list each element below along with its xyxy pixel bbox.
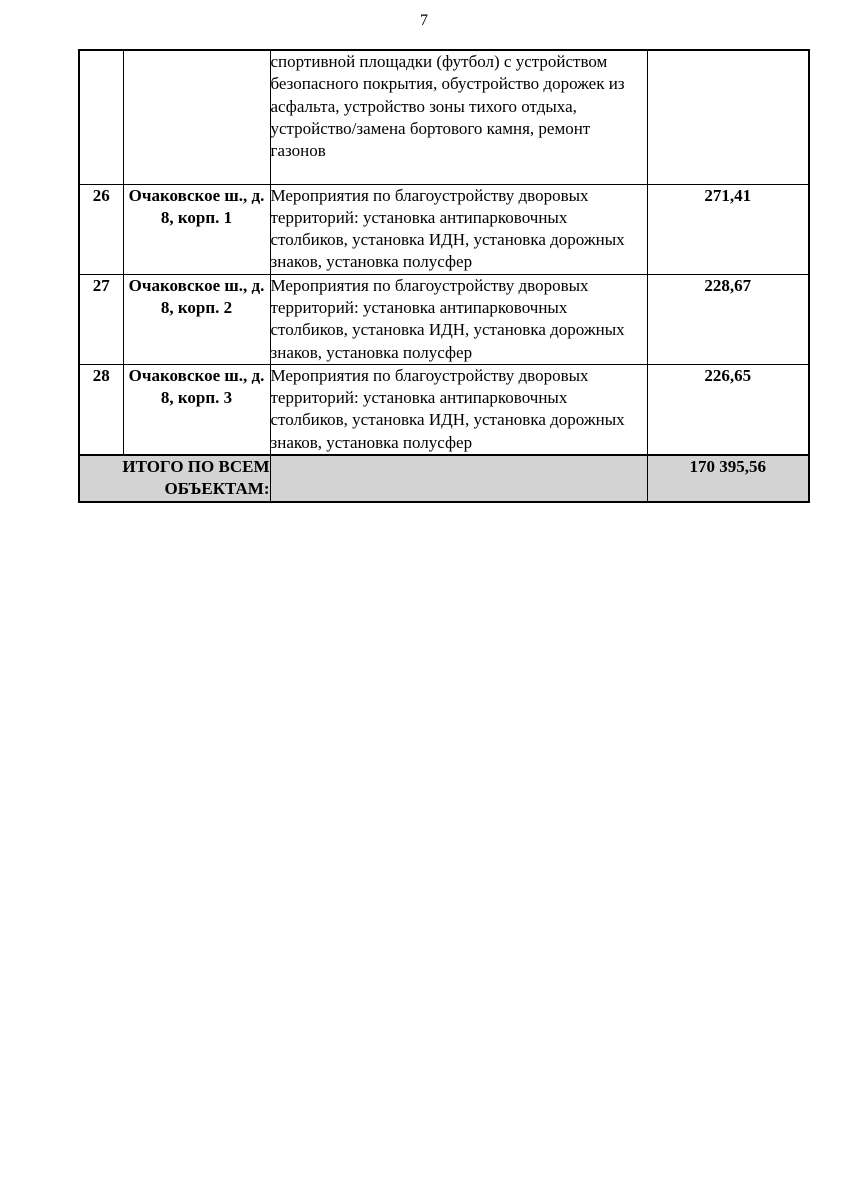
table-row <box>79 364 809 455</box>
row-description-cell: Мероприятия по благоустройству дворовых территорий: установка антипарковочных столбиков, установка ИДН, установка дорожных знаков, установка полусфер <box>270 364 647 455</box>
row-address-cell: Очаковское ш., д. 8, корп. 1 <box>123 184 270 274</box>
row-description-cell: Мероприятия по благоустройству дворовых территорий: установка антипарковочных столбиков, установка ИДН, установка дорожных знаков, установка полусфер <box>270 184 647 274</box>
row-sum-cell <box>647 50 809 184</box>
page-number: 7 <box>420 12 428 29</box>
row-address-cell <box>123 50 270 184</box>
row-number-cell <box>79 50 123 184</box>
total-row <box>79 455 809 502</box>
table-row <box>79 184 809 274</box>
row-description-cell: Мероприятия по благоустройству дворовых территорий: установка антипарковочных столбиков, установка ИДН, установка дорожных знаков, установка полусфер <box>270 274 647 364</box>
total-sum: 170 395,56 <box>647 455 809 502</box>
table-row-continued <box>79 50 809 184</box>
row-address-cell: Очаковское ш., д. 8, корп. 2 <box>123 274 270 364</box>
works-table <box>78 49 810 503</box>
row-address-cell: Очаковское ш., д. 8, корп. 3 <box>123 364 270 455</box>
total-empty-cell <box>270 455 647 502</box>
row-number-cell: 26 <box>79 184 123 274</box>
row-sum-cell: 226,65 <box>647 364 809 455</box>
row-sum-cell: 228,67 <box>647 274 809 364</box>
row-description-cell: спортивной площадки (футбол) с устройством безопасного покрытия, обустройство дорожек из асфальта, устройство зоны тихого отдыха, устройство/замена бортового камня, ремонт газонов <box>270 50 647 184</box>
row-number-cell: 27 <box>79 274 123 364</box>
table-row <box>79 274 809 364</box>
total-label: ИТОГО ПО ВСЕМ ОБЪЕКТАМ: <box>79 455 270 502</box>
row-sum-cell: 271,41 <box>647 184 809 274</box>
row-number-cell: 28 <box>79 364 123 455</box>
